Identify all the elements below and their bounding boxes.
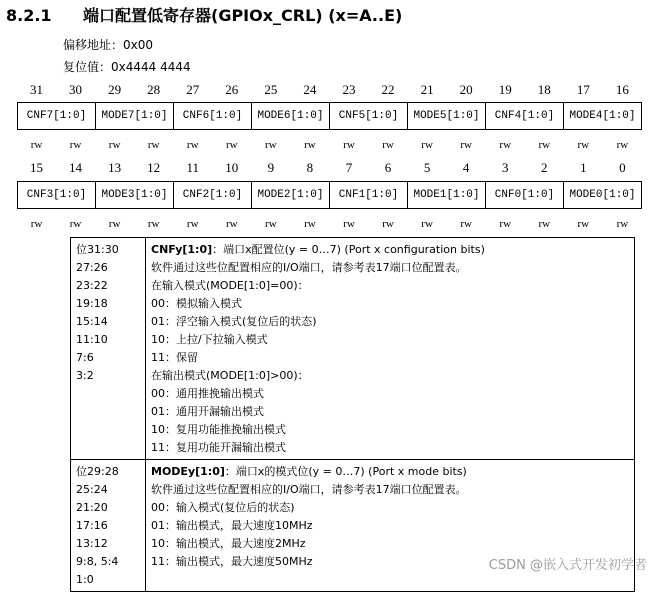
bit-number: 30: [69, 82, 83, 97]
description-line: 在输出模式(MODE[1:0]>00)：: [151, 369, 309, 382]
access-rw: rw: [69, 218, 82, 230]
bit-number: 27: [186, 82, 200, 97]
description-line: 10：上拉/下拉输入模式: [151, 333, 268, 346]
access-rw: rw: [147, 139, 160, 151]
bit-number: 29: [108, 82, 122, 97]
access-rw: rw: [382, 139, 394, 151]
description-cell: [146, 238, 635, 460]
bit-number: 4: [462, 160, 470, 175]
access-rw: rw: [616, 139, 629, 151]
bit-number: 8: [306, 160, 314, 175]
description-line: 11：输出模式，最大速度50MHz: [151, 555, 313, 568]
bit-position: 1:0: [76, 573, 94, 586]
access-rw: rw: [69, 139, 82, 151]
field-name: MODEy[1:0]: [151, 465, 225, 478]
field-heading: [151, 241, 629, 259]
access-rw: rw: [538, 139, 551, 151]
register-field: CNF1[1:0]: [329, 182, 407, 208]
access-rw: rw: [265, 218, 277, 230]
bit-number: 3: [501, 160, 509, 175]
bit-numbers-high: [17, 82, 642, 98]
access-rw: rw: [304, 218, 316, 230]
bit-position: 25:24: [76, 483, 108, 496]
description-line: 11：复用功能开漏输出模式: [151, 441, 286, 454]
register-field: MODE3[1:0]: [95, 182, 173, 208]
section-number: 8.2.1: [6, 6, 52, 25]
description-line: 00：通用推挽输出模式: [151, 387, 264, 400]
register-field: CNF5[1:0]: [329, 103, 407, 129]
field-summary: ：端口x的模式位(y = 0…7) (Port x mode bits): [224, 465, 467, 478]
description-row: [71, 238, 635, 460]
access-rw: rw: [108, 139, 121, 151]
bit-number: 18: [537, 82, 551, 97]
access-rw: rw: [577, 218, 590, 230]
bit-number: 7: [345, 160, 353, 175]
access-rw: rw: [538, 218, 551, 230]
bit-position: 27:26: [76, 261, 108, 274]
access-rw: rw: [225, 139, 238, 151]
bit-number: 5: [423, 160, 431, 175]
bit-position: 9:8, 5:4: [76, 555, 119, 568]
bit-position: 19:18: [76, 297, 108, 310]
description-line: 01：通用开漏输出模式: [151, 405, 264, 418]
bit-number: 10: [225, 160, 239, 175]
bit-number: 31: [30, 82, 43, 97]
access-rw: rw: [304, 139, 316, 151]
description-line: 00：输入模式(复位后的状态): [151, 501, 295, 514]
bit-number: 21: [420, 82, 434, 97]
bit-position: 位31:30: [76, 243, 119, 256]
description-line: 10：输出模式，最大速度2MHz: [151, 537, 306, 550]
access-rw: rw: [343, 139, 355, 151]
bit-position: 11:10: [76, 333, 108, 346]
register-field: MODE5[1:0]: [407, 103, 485, 129]
register-field: MODE4[1:0]: [563, 103, 641, 129]
bit-number: 2: [541, 160, 548, 175]
access-rw: rw: [186, 218, 199, 230]
watermark: CSDN @嵌入式开发初学者: [488, 558, 647, 573]
bit-number: 16: [615, 82, 629, 97]
bit-number: 9: [267, 160, 275, 175]
description-line: 软件通过这些位配置相应的I/O端口，请参考表17端口位配置表。: [151, 261, 467, 274]
access-rw: rw: [460, 218, 472, 230]
access-rw: rw: [616, 218, 629, 230]
bit-numbers-low: [17, 160, 642, 176]
description-line: 00：模拟输入模式: [151, 297, 242, 310]
bit-position: 7:6: [76, 351, 94, 364]
register-field: MODE7[1:0]: [95, 103, 173, 129]
register-field: MODE1[1:0]: [407, 182, 485, 208]
bit-position: 17:16: [76, 519, 108, 532]
access-rw: rw: [577, 139, 590, 151]
bit-number: 26: [225, 82, 239, 97]
description-line: 在输入模式(MODE[1:0]=00)：: [151, 279, 309, 292]
bit-number: 11: [186, 160, 199, 175]
access-rw: rw: [30, 218, 43, 230]
bit-number: 13: [108, 160, 122, 175]
bit-number: 6: [384, 160, 392, 175]
access-rw: rw: [225, 218, 238, 230]
register-fields-low: [17, 181, 642, 209]
register-field: CNF7[1:0]: [26, 110, 87, 122]
access-rw: rw: [186, 139, 199, 151]
bit-positions-cell: [71, 460, 146, 592]
bit-number: 17: [576, 82, 590, 97]
bit-number: 25: [264, 82, 278, 97]
access-rw: rw: [147, 218, 160, 230]
access-rw: rw: [108, 218, 121, 230]
bit-number: 22: [381, 82, 395, 97]
bit-position: 13:12: [76, 537, 108, 550]
bit-number: 20: [459, 82, 473, 97]
field-heading: [151, 463, 629, 481]
register-field: CNF3[1:0]: [26, 189, 87, 201]
access-rw: rw: [30, 139, 43, 151]
bit-description-table: [70, 237, 635, 592]
field-name: CNFy[1:0]: [151, 243, 213, 256]
bit-number: 14: [69, 160, 83, 175]
access-row-low: [17, 218, 642, 232]
register-field: MODE0[1:0]: [563, 182, 641, 208]
register-field: CNF2[1:0]: [173, 182, 251, 208]
field-summary: ：端口x配置位(y = 0…7) (Port x configuration bits): [212, 243, 485, 256]
register-field: CNF6[1:0]: [173, 103, 251, 129]
access-rw: rw: [421, 139, 433, 151]
bit-number: 1: [580, 160, 587, 175]
bit-number: 28: [147, 82, 161, 97]
bit-number: 15: [30, 160, 43, 175]
register-field: CNF4[1:0]: [485, 103, 563, 129]
register-fields-high: [17, 102, 642, 130]
register-field: MODE2[1:0]: [251, 182, 329, 208]
bit-positions-cell: [71, 238, 146, 460]
bit-position: 21:20: [76, 501, 108, 514]
bit-number: 19: [498, 82, 512, 97]
access-rw: rw: [499, 218, 512, 230]
bit-position: 23:22: [76, 279, 108, 292]
section-title: 端口配置低寄存器(GPIOx_CRL) (x=A..E): [83, 6, 403, 25]
bit-number: 24: [303, 82, 317, 97]
description-line: 01：浮空输入模式(复位后的状态): [151, 315, 317, 328]
register-field: MODE6[1:0]: [251, 103, 329, 129]
offset-address: 偏移地址：0x00: [63, 38, 154, 52]
bit-number: 12: [147, 160, 161, 175]
description-line: 01：输出模式，最大速度10MHz: [151, 519, 313, 532]
description-line: 软件通过这些位配置相应的I/O端口，请参考表17端口位配置表。: [151, 483, 467, 496]
register-field: CNF0[1:0]: [485, 182, 563, 208]
access-rw: rw: [343, 218, 355, 230]
bit-position: 位29:28: [76, 465, 119, 478]
access-row-high: [17, 139, 642, 153]
description-line: 10：复用功能推挽输出模式: [151, 423, 286, 436]
section-heading: [6, 3, 402, 26]
reset-value: 复位值：0x4444 4444: [63, 60, 191, 74]
access-rw: rw: [421, 218, 433, 230]
bit-number: 0: [619, 160, 626, 175]
access-rw: rw: [460, 139, 472, 151]
access-rw: rw: [382, 218, 394, 230]
bit-position: 15:14: [76, 315, 108, 328]
access-rw: rw: [265, 139, 277, 151]
bit-number: 23: [342, 82, 356, 97]
bit-position: 3:2: [76, 369, 94, 382]
description-line: 11：保留: [151, 351, 198, 364]
access-rw: rw: [499, 139, 512, 151]
